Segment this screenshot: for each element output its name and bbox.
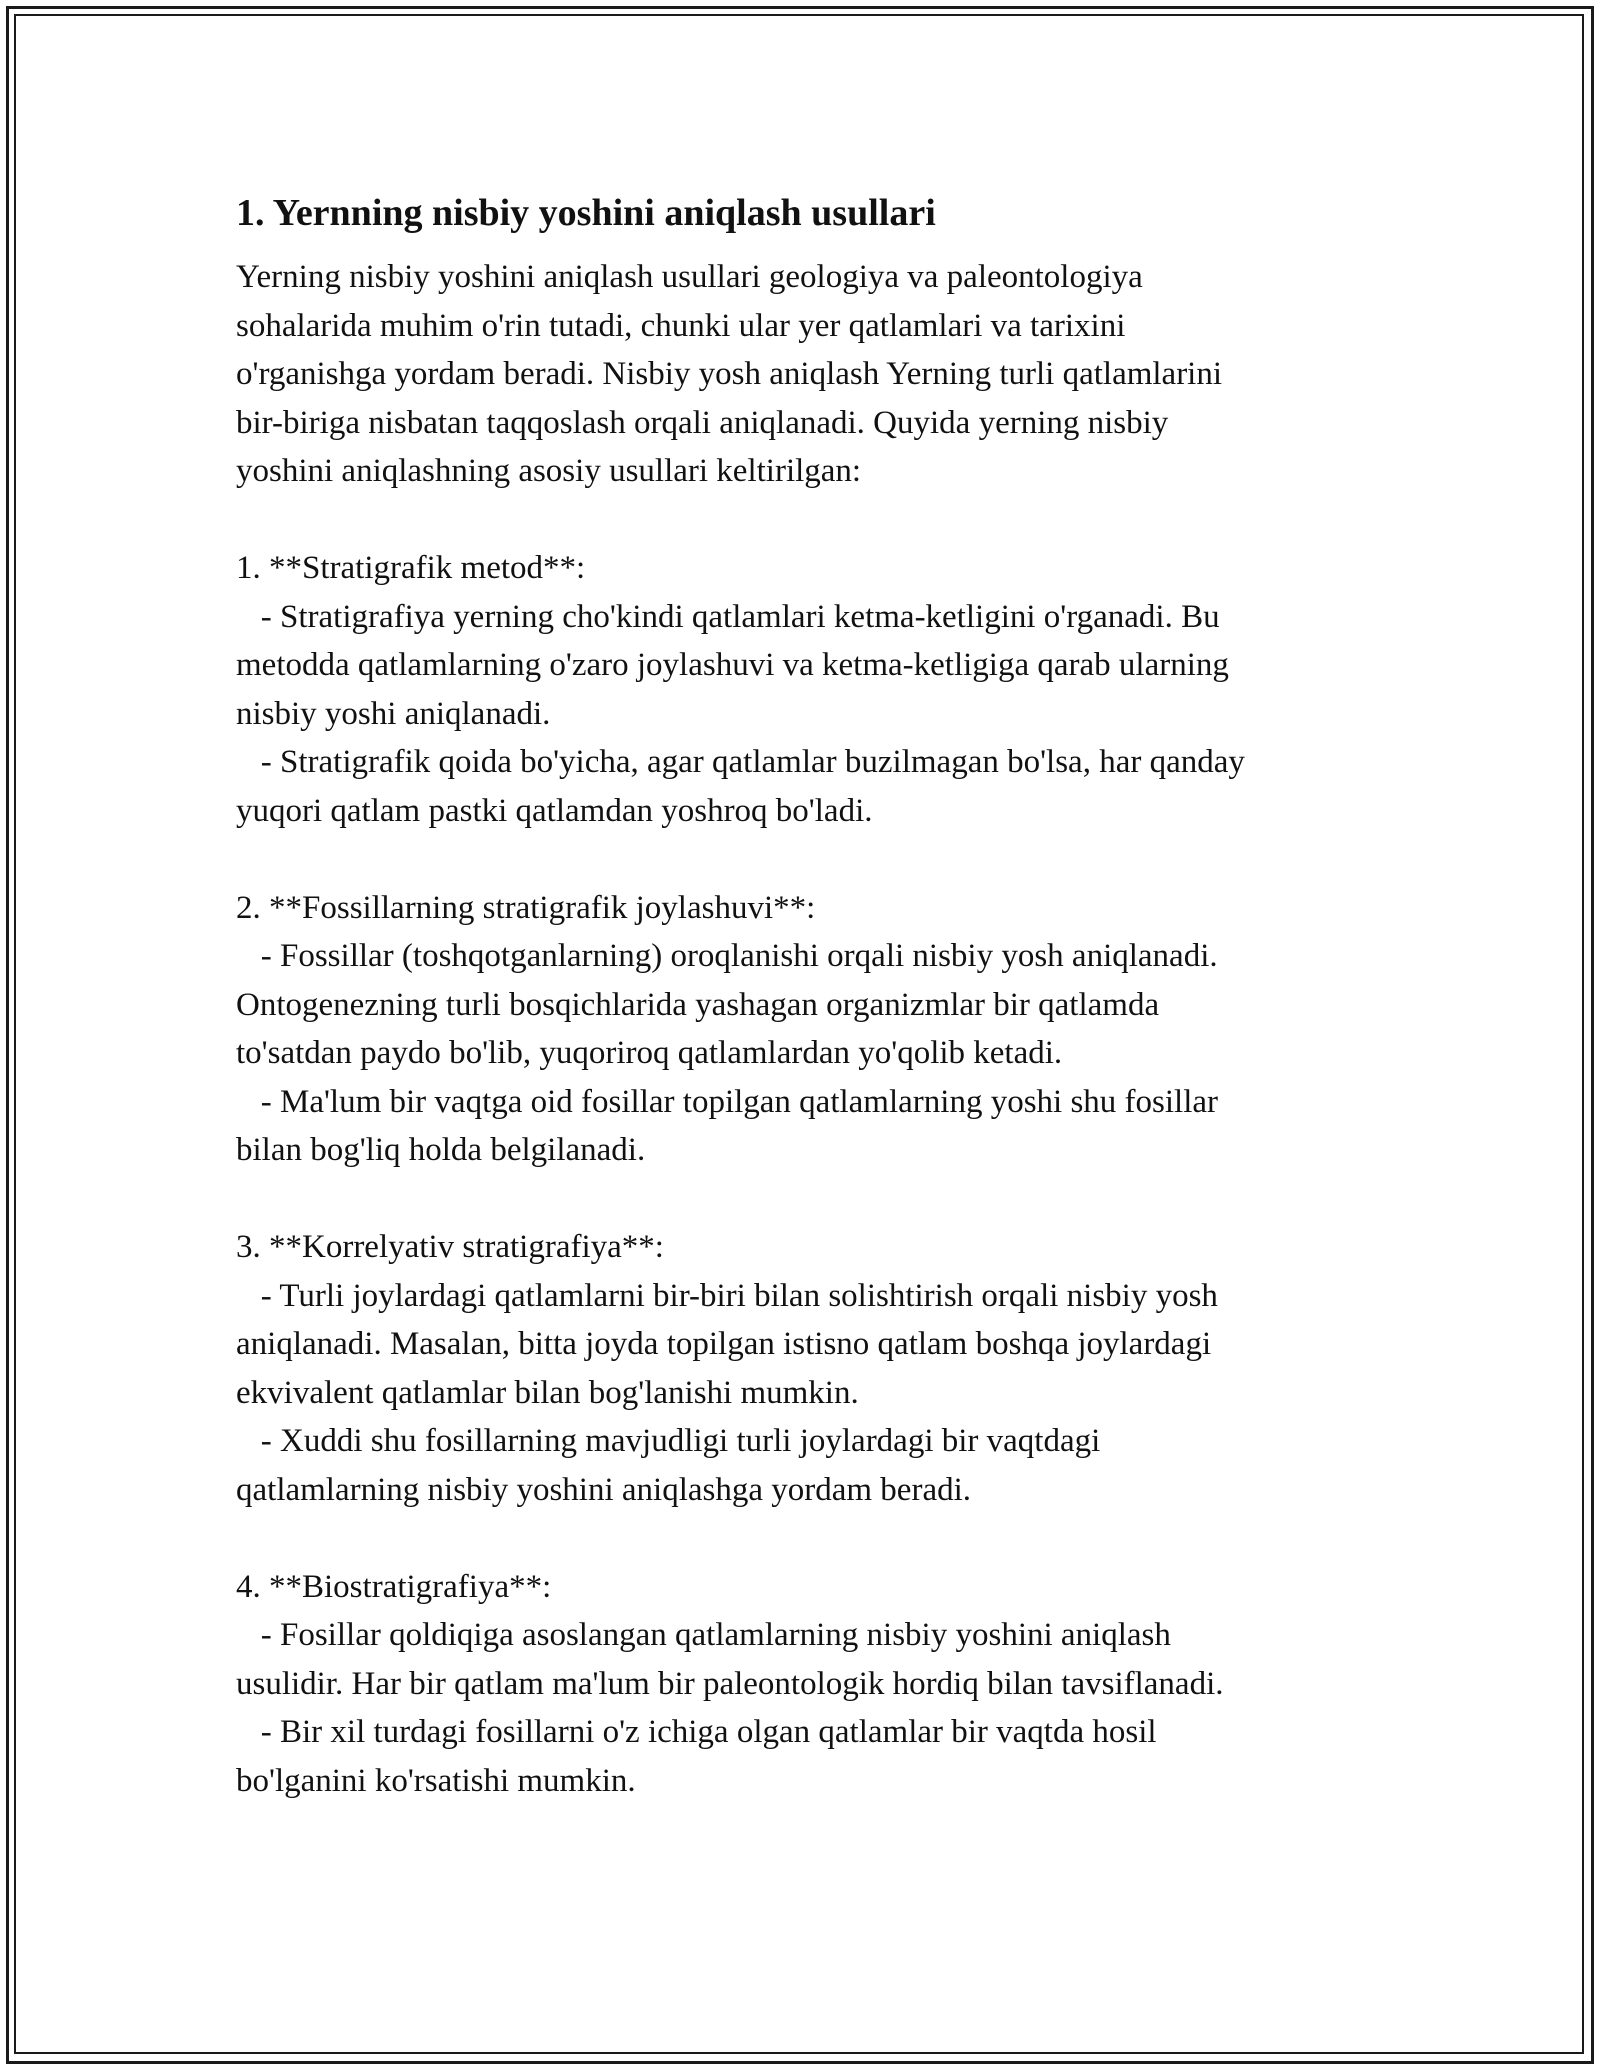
- section-line: - Fosillar qoldiqiga asoslangan qatlamlarning nisbiy yoshini aniqlash: [236, 1617, 1171, 1653]
- section-fossillar-joylashuvi: [236, 884, 1396, 1175]
- section-line: qatlamlarning nisbiy yoshini aniqlashga yordam beradi.: [236, 1471, 972, 1508]
- section-line: - Turli joylardagi qatlamlarni bir-biri bilan solishtirish orqali nisbiy yosh: [236, 1277, 1218, 1314]
- intro-line: bir-biriga nisbatan taqqoslash orqali aniqlanadi. Quyida yerning nisbiy: [236, 404, 1169, 441]
- spacer: [236, 1514, 1396, 1563]
- spacer: [236, 496, 1396, 545]
- intro-line: yoshini aniqlashning asosiy usullari keltirilgan:: [236, 453, 862, 489]
- section-line: - Stratigrafiya yerning cho'kindi qatlamlari ketma-ketligini o'rganadi. Bu: [236, 598, 1220, 635]
- section-line: yuqori qatlam pastki qatlamdan yoshroq bo'ladi.: [236, 792, 873, 829]
- section-line: metodda qatlamlarning o'zaro joylashuvi va ketma-ketligiga qarab ularning: [236, 647, 1229, 683]
- document-body: [236, 185, 1396, 1805]
- section-korrelyativ-stratigrafiya: [236, 1223, 1396, 1514]
- section-line: usulidir. Har bir qatlam ma'lum bir paleontologik hordiq bilan tavsiflanadi.: [236, 1665, 1224, 1702]
- section-line: bilan bog'liq holda belgilanadi.: [236, 1132, 646, 1168]
- intro-line: sohalarida muhim o'rin tutadi, chunki ular yer qatlamlari va tarixini: [236, 307, 1126, 344]
- section-line: - Stratigrafik qoida bo'yicha, agar qatlamlar buzilmagan bo'lsa, har qanday: [236, 744, 1245, 780]
- section-line: nisbiy yoshi aniqlanadi.: [236, 695, 551, 732]
- section-heading: 1. **Stratigrafik metod**:: [236, 550, 586, 586]
- intro-line: Yerning nisbiy yoshini aniqlash usullari geologiya va paleontologiya: [236, 259, 1143, 295]
- section-line: - Ma'lum bir vaqtga oid fosillar topilgan qatlamlarning yoshi shu fosillar: [236, 1083, 1219, 1120]
- section-line: - Xuddi shu fosillarning mavjudligi turli joylardagi bir vaqtdagi: [236, 1423, 1101, 1459]
- section-heading: 4. **Biostratigrafiya**:: [236, 1568, 552, 1605]
- section-line: - Bir xil turdagi fosillarni o'z ichiga olgan qatlamlar bir vaqtda hosil: [236, 1714, 1157, 1750]
- spacer: [236, 835, 1396, 884]
- spacer: [236, 1175, 1396, 1224]
- section-biostratigrafiya: [236, 1563, 1396, 1806]
- section-line: - Fossillar (toshqotganlarning) oroqlanishi orqali nisbiy yosh aniqlanadi.: [236, 938, 1218, 974]
- section-line: to'satdan paydo bo'lib, yuqoriroq qatlamlardan yo'qolib ketadi.: [236, 1035, 1063, 1071]
- section-heading: 2. **Fossillarning stratigrafik joylashuvi**:: [236, 889, 816, 926]
- section-stratigrafik-metod: [236, 544, 1396, 835]
- section-heading: 3. **Korrelyativ stratigrafiya**:: [236, 1229, 664, 1265]
- section-line: ekvivalent qatlamlar bilan bog'lanishi mumkin.: [236, 1374, 859, 1411]
- section-line: bo'lganini ko'rsatishi mumkin.: [236, 1762, 636, 1799]
- intro-line: o'rganishga yordam beradi. Nisbiy yosh aniqlash Yerning turli qatlamlarini: [236, 356, 1223, 392]
- intro-paragraph: [236, 253, 1396, 496]
- document-title: 1. Yernning nisbiy yoshini aniqlash usullari: [236, 192, 936, 234]
- section-line: Ontogenezning turli bosqichlarida yashagan organizmlar bir qatlamda: [236, 986, 1160, 1023]
- section-line: aniqlanadi. Masalan, bitta joyda topilgan istisno qatlam boshqa joylardagi: [236, 1326, 1212, 1362]
